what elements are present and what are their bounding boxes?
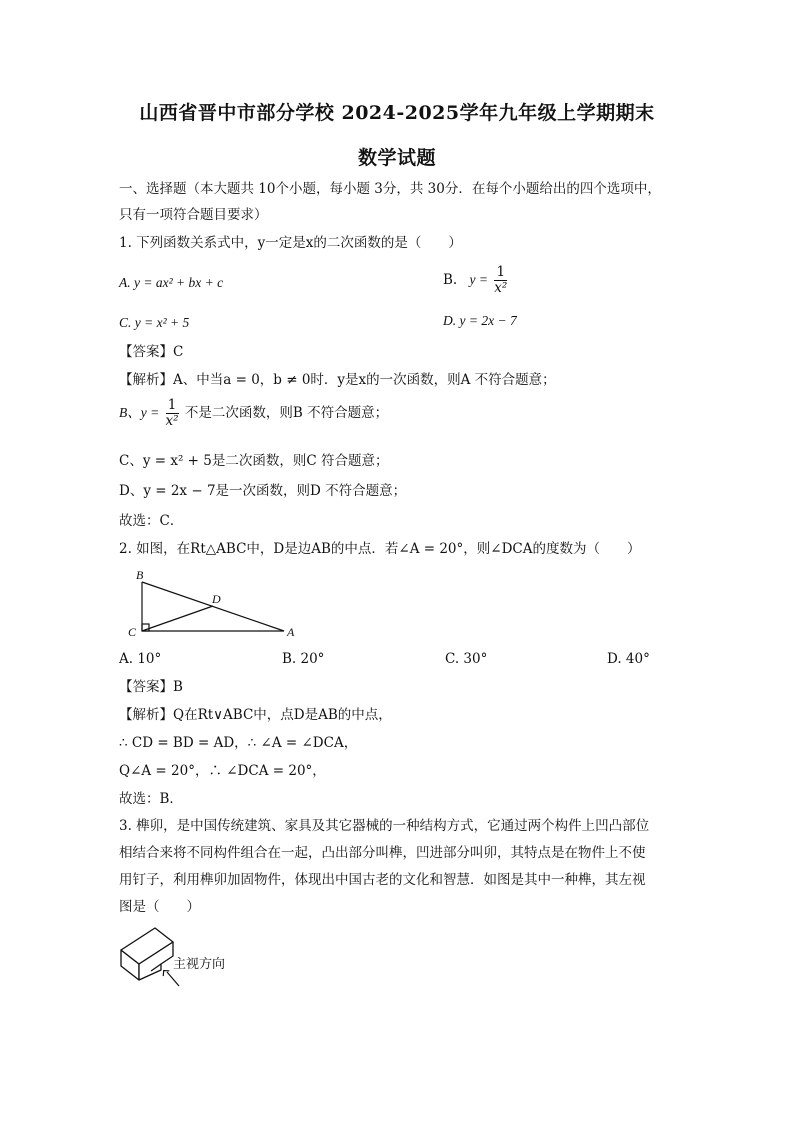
triangle-figure xyxy=(126,565,306,645)
q1-option-b-den: x² xyxy=(494,280,508,296)
label-a: A xyxy=(287,625,295,639)
q1-option-b-fraction xyxy=(494,265,507,296)
q3-stem-4: 图是（ ） xyxy=(119,899,200,915)
q1-option-d: D. y = 2x − 7 xyxy=(443,313,517,328)
q1-conclusion: 故选：C． xyxy=(119,513,184,529)
q2-conclusion: 故选：B． xyxy=(119,791,183,807)
q1-analysis-b-post: 不是二次函数，则B 不符合题意； xyxy=(184,405,389,421)
q1-analysis-b-den: x² xyxy=(165,413,179,429)
arrow-head-icon xyxy=(161,968,170,976)
q1-option-b xyxy=(443,265,509,296)
section-heading-cont: 只有一项符合题目要求） xyxy=(119,207,268,223)
q1-answer: 【答案】C xyxy=(119,344,184,360)
q2-analysis-3: Q∠A = 20°，∴ ∠DCA = 20°， xyxy=(119,763,326,779)
tenon-figure xyxy=(115,922,255,994)
section-heading: 一、选择题（本大题共 10个小题，每小题 3分，共 30分．在每个小题给出的四个选项中， xyxy=(119,181,661,197)
q1-option-b-label: B. xyxy=(443,272,458,288)
q2-analysis-2: ∴ CD = BD = AD，∴ ∠A = ∠DCA， xyxy=(119,735,358,751)
page-title-line1: 山西省晋中市部分学校 2024-2025学年九年级上学期期末 xyxy=(139,102,655,124)
q1-analysis-c: C、y = x² + 5是二次函数，则C 符合题意； xyxy=(119,453,389,469)
q2-option-a: A. 10° xyxy=(119,651,162,667)
q1-option-c: C. y = x² + 5 xyxy=(119,315,190,330)
q2-analysis-1: 【解析】Q在Rt∨ABC中，点D是AB的中点， xyxy=(119,707,392,723)
q1-option-a: A. y = ax² + bx + c xyxy=(119,275,224,290)
q1-option-b-num: 1 xyxy=(494,265,507,281)
q2-stem: 2. 如图，在Rt△ABC中，D是边AB的中点．若∠A = 20°，则∠DCA的度数为（ ） xyxy=(119,541,641,557)
q3-stem-2: 相结合来将不同构件组合在一起，凸出部分叫榫，凹进部分叫卯，其特点是在物件上不使 xyxy=(119,845,646,861)
q1-analysis-a: 【解析】A、中当a = 0，b ≠ 0时．y是x的一次函数，则A 不符合题意； xyxy=(119,372,556,388)
q2-option-d: D. 40° xyxy=(607,651,650,667)
label-d: D xyxy=(212,592,221,606)
q1-analysis-b-fraction xyxy=(166,398,179,429)
q1-analysis-b-num: 1 xyxy=(166,398,179,414)
q2-answer: 【答案】B xyxy=(119,679,183,695)
q2-option-c: C. 30° xyxy=(445,651,488,667)
view-direction-label: 主视方向 xyxy=(173,957,226,972)
q1-analysis-b xyxy=(119,398,388,429)
page-title-line2: 数学试题 xyxy=(357,147,436,169)
q3-stem-1: 3. 榫卯，是中国传统建筑、家具及其它器械的一种结构方式，它通过两个构件上凹凸部位 xyxy=(119,818,650,834)
q3-stem-3: 用钉子，利用榫卯加固物件，体现出中国古老的文化和智慧．如图是其中一种榫，其左视 xyxy=(119,872,646,888)
view-direction-arrow xyxy=(167,972,179,986)
label-b: B xyxy=(136,568,144,582)
q1-option-b-lhs: y = xyxy=(469,272,488,287)
label-c: C xyxy=(128,625,137,639)
q1-analysis-b-pre: B、y = xyxy=(119,405,160,420)
q1-analysis-d: D、y = 2x − 7是一次函数，则D 不符合题意； xyxy=(119,483,407,499)
q1-stem: 1. 下列函数关系式中，y一定是x的二次函数的是（ ） xyxy=(119,235,462,251)
segment-cd xyxy=(142,606,213,631)
q2-option-b: B. 20° xyxy=(282,651,325,667)
